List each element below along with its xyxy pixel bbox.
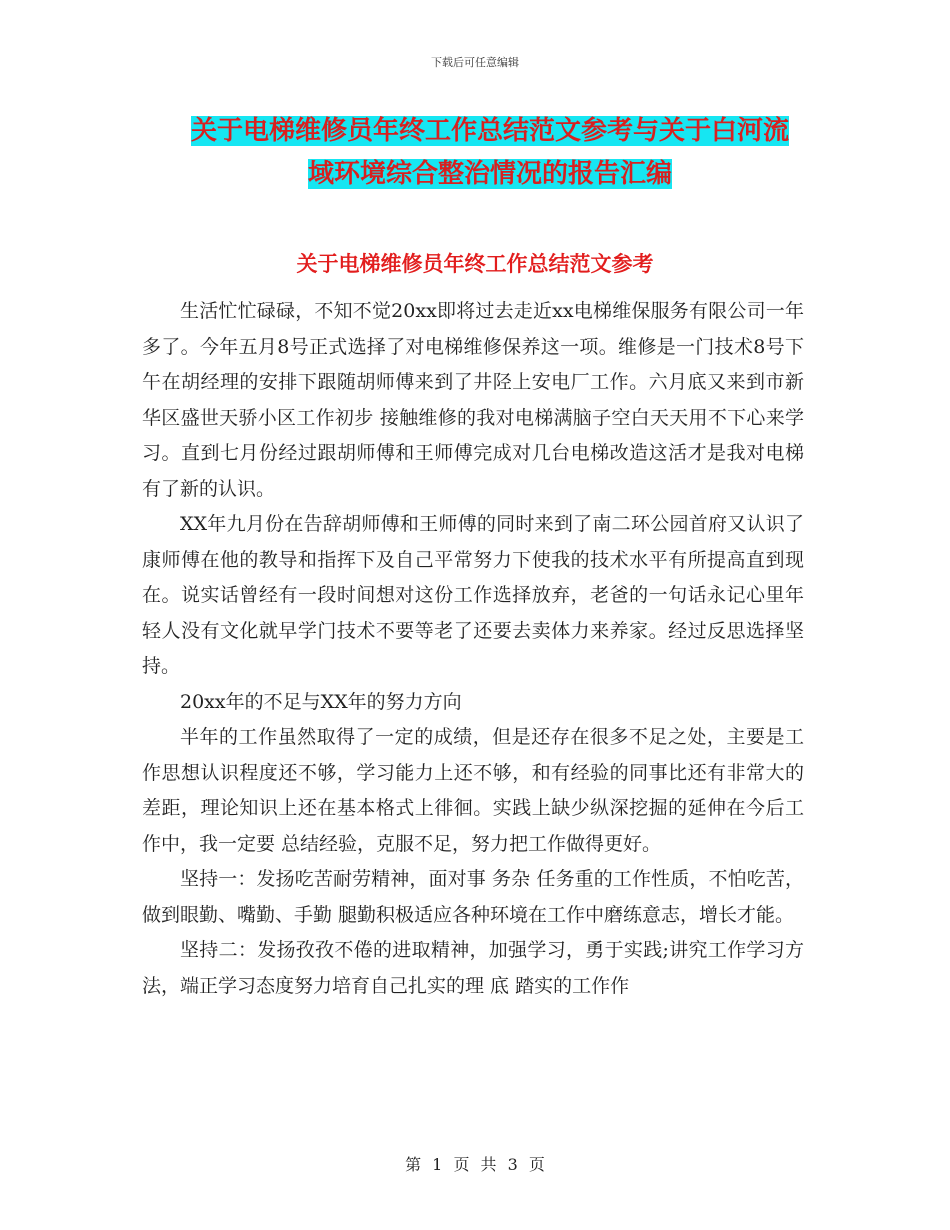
paragraph: XX年九月份在告辞胡师傅和王师傅的同时来到了南二环公园首府又认识了康师傅在他的教导和指挥下及自己平常努力下使我的技术水平有所提高直到现在。说实话曾经有一段时间想对这份工作选择放弃，老爸的一句话永记心里年轻人没有文化就早学门技术不要等老了还要去卖体力来养家。经过反思选择坚持。 [142,513,804,677]
title-line-2: 域环境综合整治情况的报告汇编 [307,159,672,189]
paragraph: 坚持一：发扬吃苦耐劳精神，面对事 务杂 任务重的工作性质，不怕吃苦，做到眼勤、嘴勤、手勤 腿勤积极适应各种环境在工作中磨练意志，增长才能。 [142,868,804,926]
paragraph: 坚持二：发扬孜孜不倦的进取精神，加强学习，勇于实践;讲究工作学习方法，端正学习态度努力培育自己扎实的理 底 踏实的工作作 [142,939,804,997]
title-line-1: 关于电梯维修员年终工作总结范文参考与关于白河流 [190,116,789,146]
document-title [150,110,830,196]
section-title: 关于电梯维修员年终工作总结范文参考 [296,251,654,276]
page-number-footer: 第 1 页 共 3 页 [405,1155,545,1174]
paragraph: 半年的工作虽然取得了一定的成绩，但是还存在很多不足之处，主要是工作思想认识程度还不够，学习能力上还不够，和有经验的同事比还有非常大的差距，理论知识上还在基本格式上徘徊。实践上缺少纵深挖掘的延伸在今后工作中，我一定要 总结经验，克服不足，努力把工作做得更好。 [142,726,804,855]
page-header-note: 下载后可任意编辑 [431,56,519,69]
document-body [142,294,804,1004]
paragraph: 20xx年的不足与XX年的努力方向 [180,690,462,713]
paragraph: 生活忙忙碌碌，不知不觉20xx即将过去走近xx电梯维保服务有限公司一年多了。今年五月8号正式选择了对电梯维修保养这一项。维修是一门技术8号下午在胡经理的安排下跟随胡师傅来到了井陉上安电厂工作。六月底又来到市新华区盛世天骄小区工作初步 接触维修的我对电梯满脑子空白天天用不下心来学习。直到七月份经过跟胡师傅和王师傅完成对几台电梯改造这活才是我对电梯有了新的认识。 [142,300,804,500]
